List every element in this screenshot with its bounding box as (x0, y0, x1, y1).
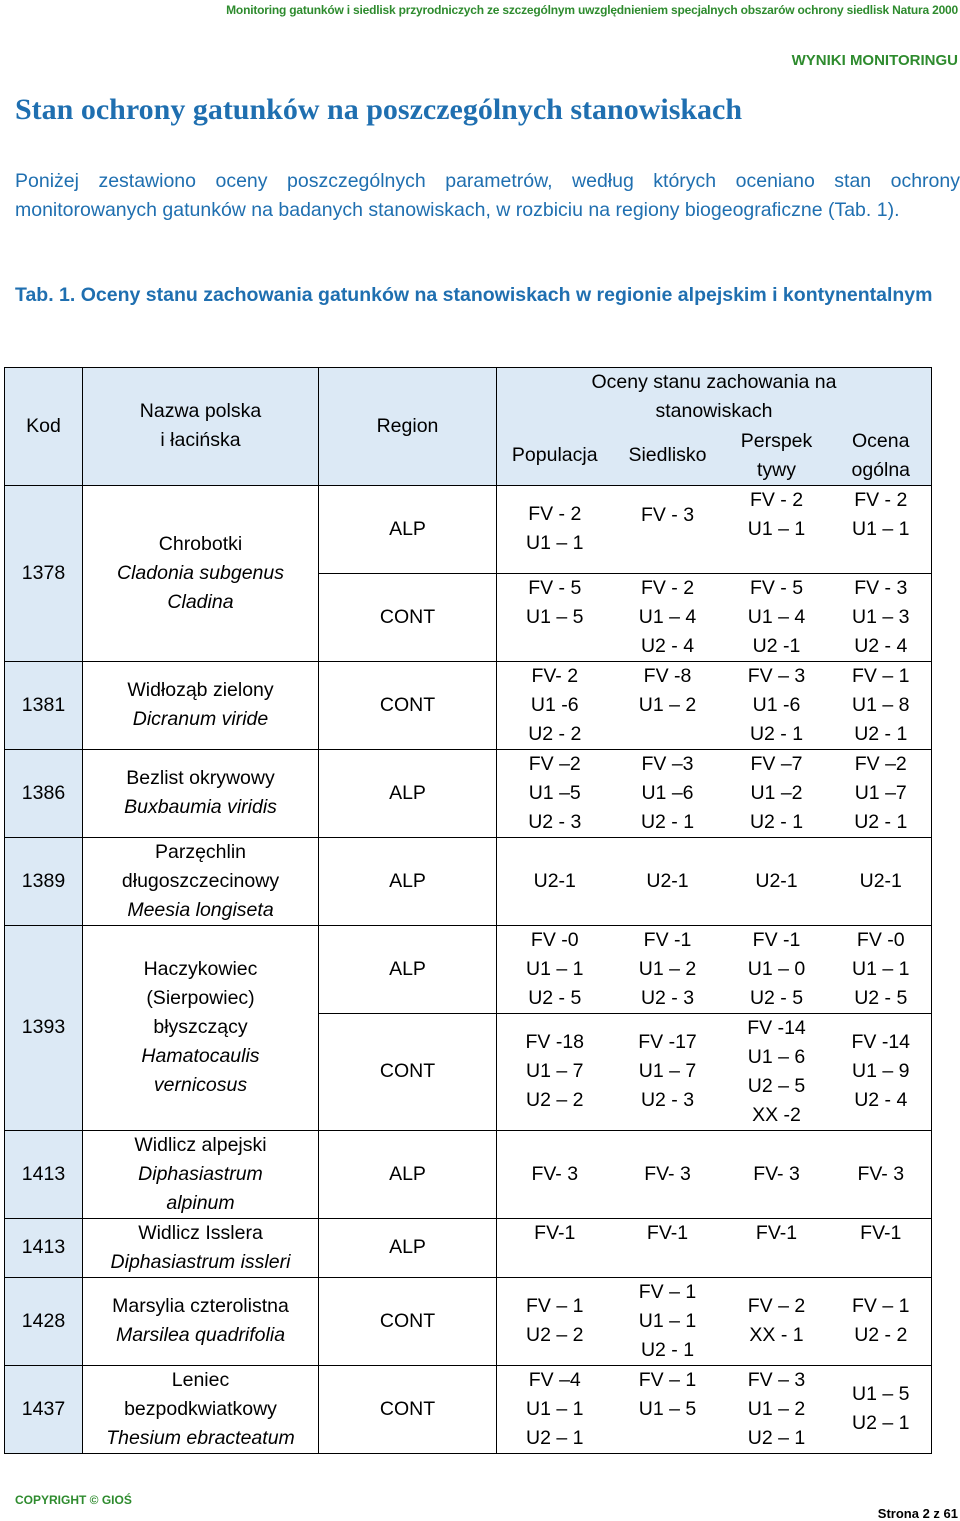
region-cell: CONT (319, 661, 497, 749)
overall-cell: FV - 2 U1 – 1 (831, 485, 932, 573)
habitat-cell: FV- 3 (613, 1130, 723, 1218)
habitat-cell: FV-1 (613, 1218, 723, 1277)
pop-cell: FV -0 U1 – 1 U2 - 5 (497, 925, 613, 1013)
prospects-cell: FV –7 U1 –2 U2 - 1 (723, 749, 831, 837)
page-number: Strona 2 z 61 (877, 1506, 958, 1521)
region-cell: CONT (319, 573, 497, 661)
col-header-name: Nazwa polska i łacińska (83, 368, 319, 486)
table-row (5, 1365, 932, 1453)
table-row (5, 1277, 932, 1365)
habitat-cell: FV -17 U1 – 7 U2 - 3 (613, 1013, 723, 1130)
region-cell: CONT (319, 1013, 497, 1130)
table-row (5, 661, 932, 749)
prospects-cell: FV – 3 U1 – 2 U2 – 1 (723, 1365, 831, 1453)
overall-cell: U2-1 (831, 837, 932, 925)
section-label: WYNIKI MONITORINGU (791, 52, 958, 69)
row-code: 1389 (5, 837, 83, 925)
row-code: 1428 (5, 1277, 83, 1365)
habitat-cell: FV – 1 U1 – 5 (613, 1365, 723, 1453)
region-cell: ALP (319, 837, 497, 925)
overall-cell: FV -14 U1 – 9 U2 - 4 (831, 1013, 932, 1130)
habitat-cell: FV –3 U1 –6 U2 - 1 (613, 749, 723, 837)
species-name: Leniec bezpodkwiatkowy Thesium ebracteatum (83, 1365, 319, 1453)
prospects-cell: FV - 5 U1 – 4 U2 -1 (723, 573, 831, 661)
col-header-ocena: Ocena ogólna (831, 427, 932, 486)
species-name: Haczykowiec (Sierpowiec) błyszczący Hamatocaulis vernicosus (83, 925, 319, 1130)
species-name: Widlicz alpejski Diphasiastrum alpinum (83, 1130, 319, 1218)
copyright: COPYRIGHT © GIOŚ (15, 1493, 132, 1507)
prospects-cell: U2-1 (723, 837, 831, 925)
col-header-siedlisko: Siedlisko (613, 427, 723, 486)
species-name: Widłoząb zielony Dicranum viride (83, 661, 319, 749)
pop-cell: FV- 3 (497, 1130, 613, 1218)
region-cell: ALP (319, 1218, 497, 1277)
pop-cell: FV- 2 U1 -6 U2 - 2 (497, 661, 613, 749)
row-code: 1393 (5, 925, 83, 1130)
table-row (5, 485, 932, 573)
row-code: 1386 (5, 749, 83, 837)
region-cell: CONT (319, 1365, 497, 1453)
table-row (5, 837, 932, 925)
region-cell: ALP (319, 749, 497, 837)
col-header-perspektywy: Perspek tywy (723, 427, 831, 486)
overall-cell: U1 – 5 U2 – 1 (831, 1365, 932, 1453)
region-cell: ALP (319, 925, 497, 1013)
habitat-cell: U2-1 (613, 837, 723, 925)
habitat-cell: FV - 2 U1 – 4 U2 - 4 (613, 573, 723, 661)
habitat-cell: FV -8 U1 – 2 (613, 661, 723, 749)
page-title: Stan ochrony gatunków na poszczególnych stanowiskach (15, 93, 743, 126)
prospects-cell: FV - 2 U1 – 1 (723, 485, 831, 573)
table-row (5, 749, 932, 837)
region-cell: CONT (319, 1277, 497, 1365)
col-header-kod: Kod (5, 368, 83, 486)
species-name: Parzęchlin długoszczecinowy Meesia longiseta (83, 837, 319, 925)
assessment-table (4, 367, 932, 1454)
table-row (5, 1218, 932, 1277)
pop-cell: FV - 2 U1 – 1 (497, 485, 613, 573)
overall-cell: FV – 1 U2 - 2 (831, 1277, 932, 1365)
table-row (5, 925, 932, 1013)
row-code: 1378 (5, 485, 83, 661)
running-header: Monitoring gatunków i siedlisk przyrodniczych ze szczególnym uwzględnieniem specjalnych obszarów ochrony siedlisk Natura 2000 (226, 3, 958, 17)
overall-cell: FV-1 (831, 1218, 932, 1277)
prospects-cell: FV- 3 (723, 1130, 831, 1218)
row-code: 1437 (5, 1365, 83, 1453)
pop-cell: FV - 5 U1 – 5 (497, 573, 613, 661)
prospects-cell: FV -1 U1 – 0 U2 - 5 (723, 925, 831, 1013)
pop-cell: U2-1 (497, 837, 613, 925)
region-cell: ALP (319, 485, 497, 573)
pop-cell: FV-1 (497, 1218, 613, 1277)
overall-cell: FV –2 U1 –7 U2 - 1 (831, 749, 932, 837)
prospects-cell: FV – 2 XX - 1 (723, 1277, 831, 1365)
species-name: Bezlist okrywowy Buxbaumia viridis (83, 749, 319, 837)
prospects-cell: FV-1 (723, 1218, 831, 1277)
intro-paragraph: Poniżej zestawiono oceny poszczególnych parametrów, według których oceniano stan ochrony monitorowanych gatunków na badanych stanowiskach, w rozbiciu na regiony biogeograficzne (Tab. 1). (15, 170, 960, 221)
row-code: 1413 (5, 1218, 83, 1277)
overall-cell: FV- 3 (831, 1130, 932, 1218)
col-header-populacja: Populacja (497, 427, 613, 486)
pop-cell: FV -18 U1 – 7 U2 – 2 (497, 1013, 613, 1130)
table-row (5, 1130, 932, 1218)
overall-cell: FV - 3 U1 – 3 U2 - 4 (831, 573, 932, 661)
overall-cell: FV -0 U1 – 1 U2 - 5 (831, 925, 932, 1013)
table-caption: Tab. 1. Oceny stanu zachowania gatunków na stanowiskach w regionie alpejskim i kontynentalnym (15, 284, 933, 306)
overall-cell: FV – 1 U1 – 8 U2 - 1 (831, 661, 932, 749)
species-name: Chrobotki Cladonia subgenus Cladina (83, 485, 319, 661)
species-name: Widlicz Isslera Diphasiastrum issleri (83, 1218, 319, 1277)
habitat-cell: FV - 3 (613, 485, 723, 573)
row-code: 1413 (5, 1130, 83, 1218)
habitat-cell: FV -1 U1 – 2 U2 - 3 (613, 925, 723, 1013)
pop-cell: FV –4 U1 – 1 U2 – 1 (497, 1365, 613, 1453)
pop-cell: FV –2 U1 –5 U2 - 3 (497, 749, 613, 837)
prospects-cell: FV -14 U1 – 6 U2 – 5 XX -2 (723, 1013, 831, 1130)
col-header-region: Region (319, 368, 497, 486)
species-name: Marsylia czterolistna Marsilea quadrifolia (83, 1277, 319, 1365)
region-cell: ALP (319, 1130, 497, 1218)
row-code: 1381 (5, 661, 83, 749)
habitat-cell: FV – 1 U1 – 1 U2 - 1 (613, 1277, 723, 1365)
col-header-group: Oceny stanu zachowania na stanowiskach (497, 368, 932, 427)
prospects-cell: FV – 3 U1 -6 U2 - 1 (723, 661, 831, 749)
pop-cell: FV – 1 U2 – 2 (497, 1277, 613, 1365)
